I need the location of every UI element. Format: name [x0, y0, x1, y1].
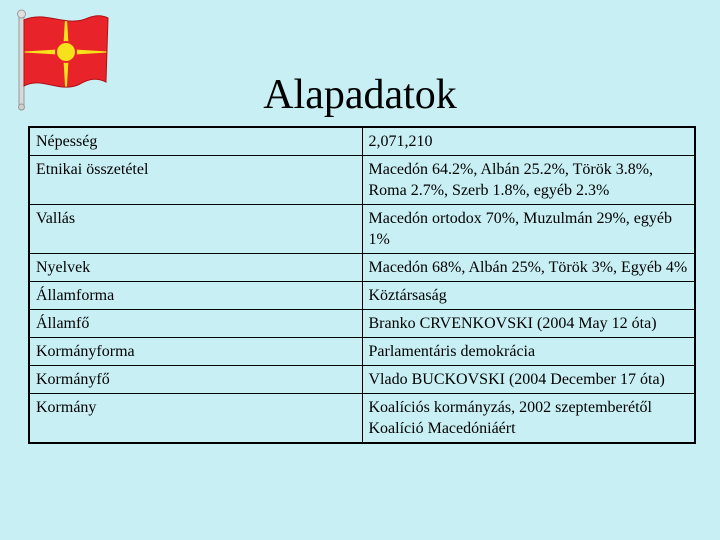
row-label: Államfő [29, 310, 362, 338]
table-row [29, 127, 695, 156]
row-value: Macedón ortodox 70%, Muzulmán 29%, egyéb 1% [362, 205, 695, 254]
table-row [29, 366, 695, 394]
facts-table [28, 126, 696, 444]
row-value: Vlado BUCKOVSKI (2004 December 17 óta) [362, 366, 695, 394]
row-label: Etnikai összetétel [29, 156, 362, 205]
row-value: Köztársaság [362, 282, 695, 310]
table-row [29, 254, 695, 282]
row-label: Nyelvek [29, 254, 362, 282]
row-value: Branko CRVENKOVSKI (2004 May 12 óta) [362, 310, 695, 338]
row-value: 2,071,210 [362, 127, 695, 156]
row-label: Népesség [29, 127, 362, 156]
table-row [29, 156, 695, 205]
row-value: Parlamentáris demokrácia [362, 338, 695, 366]
row-label: Vallás [29, 205, 362, 254]
row-label: Kormány [29, 394, 362, 444]
row-label: Kormányforma [29, 338, 362, 366]
row-label: Államforma [29, 282, 362, 310]
row-value: Macedón 68%, Albán 25%, Török 3%, Egyéb 4% [362, 254, 695, 282]
table-row [29, 394, 695, 444]
row-label: Kormányfő [29, 366, 362, 394]
page-title: Alapadatok [263, 72, 457, 118]
table-row [29, 310, 695, 338]
row-value: Macedón 64.2%, Albán 25.2%, Török 3.8%, Roma 2.7%, Szerb 1.8%, egyéb 2.3% [362, 156, 695, 205]
table-row [29, 282, 695, 310]
table-row [29, 205, 695, 254]
table-row [29, 338, 695, 366]
row-value: Koalíciós kormányzás, 2002 szeptemberétől Koalíció Macedóniáért [362, 394, 695, 444]
